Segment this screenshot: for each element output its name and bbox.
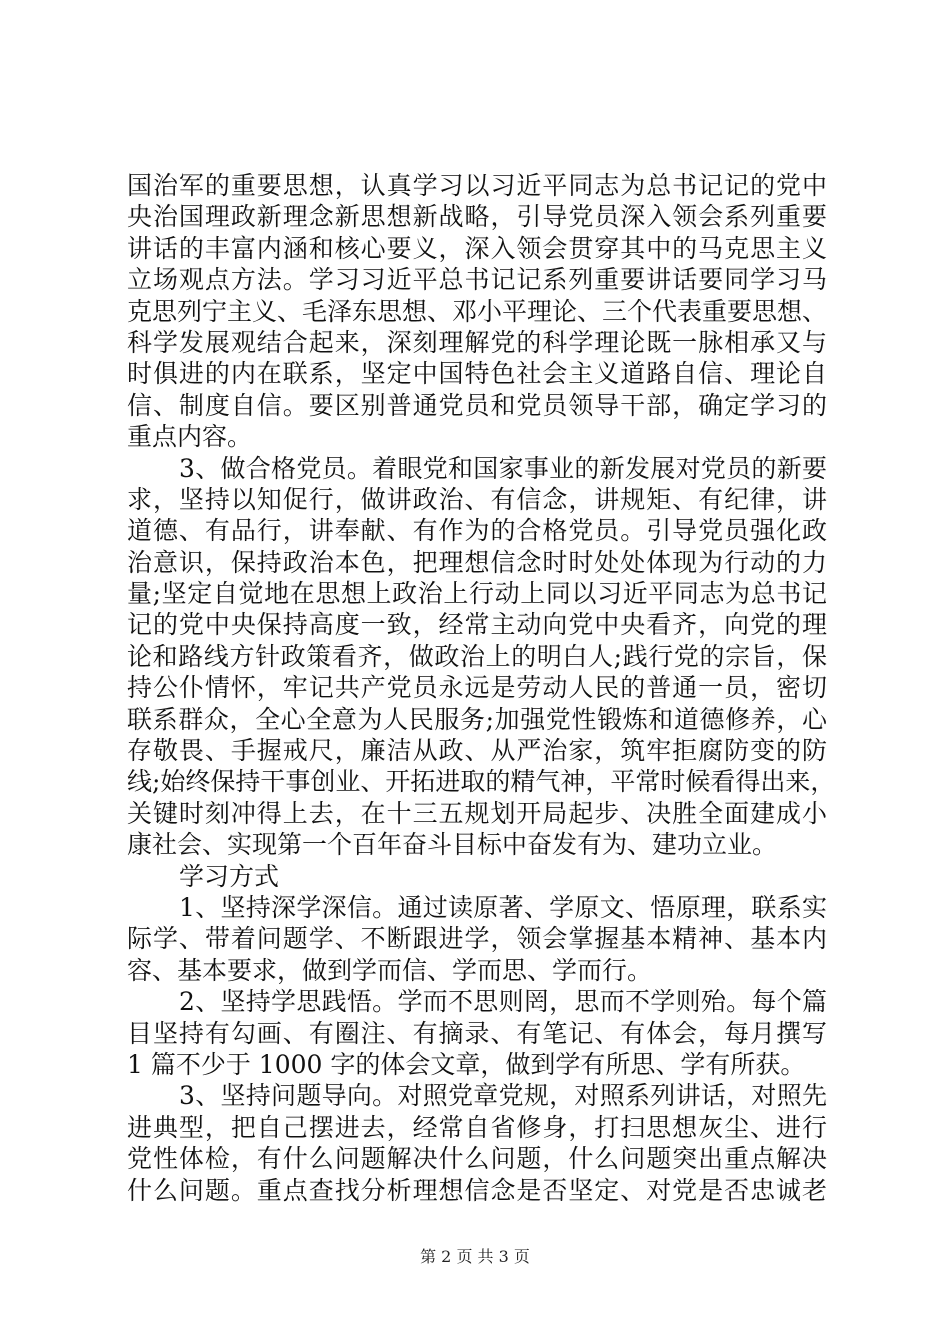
text-line: 克思列宁主义、毛泽东思想、邓小平理论、三个代表重要思想、 bbox=[127, 296, 828, 326]
text-line: 国治军的重要思想，认真学习以习近平同志为总书记记的党中 bbox=[127, 171, 827, 200]
text-line: 量;坚定自觉地在思想上政治上行动上同以习近平同志为总书记 bbox=[127, 579, 827, 609]
text-line: 央治国理政新理念新思想新战略，引导党员深入领会系列重要 bbox=[127, 202, 827, 232]
text-line: 联系群众，全心全意为人民服务;加强党性锻炼和道德修养，心 bbox=[127, 704, 827, 734]
text-line: 道德、有品行，讲奉献、有作为的合格党员。引导党员强化政 bbox=[127, 516, 827, 546]
text-line: 科学发展观结合起来，深刻理解党的科学理论既一脉相承又与 bbox=[127, 327, 827, 357]
text-line: 线;始终保持干事创业、开拓进取的精气神，平常时候看得出来， bbox=[127, 767, 836, 797]
text-line: 讲话的丰富内涵和核心要义，深入领会贯穿其中的马克思主义 bbox=[127, 233, 827, 263]
page-footer bbox=[0, 1244, 950, 1267]
text-line: 党性体检，有什么问题解决什么问题，什么问题突出重点解决 bbox=[127, 1144, 827, 1174]
text-line: 1 篇不少于 1000 字的体会文章，做到学有所思、学有所获。 bbox=[127, 1049, 806, 1079]
text-line: 什么问题。重点查找分析理想信念是否坚定、对党是否忠诚老 bbox=[127, 1175, 827, 1205]
text-line: 目坚持有勾画、有圈注、有摘录、有笔记、有体会，每月撰写 bbox=[127, 1018, 827, 1048]
text-line: 重点内容。 bbox=[127, 422, 253, 452]
text-line: 时俱进的内在联系，坚定中国特色社会主义道路自信、理论自 bbox=[127, 359, 827, 389]
text-line: 容、基本要求，做到学而信、学而思、学而行。 bbox=[127, 955, 653, 985]
text-line: 信、制度自信。要区别普通党员和党员领导干部，确定学习的 bbox=[127, 390, 827, 420]
text-line: 论和路线方针政策看齐，做政治上的明白人;践行党的宗旨，保 bbox=[127, 641, 827, 671]
text-line: 记的党中央保持高度一致，经常主动向党中央看齐，向党的理 bbox=[127, 610, 827, 640]
text-line: 学习方式 bbox=[179, 861, 280, 891]
text-line: 2、坚持学思践悟。学而不思则罔，思而不学则殆。每个篇 bbox=[179, 987, 827, 1017]
document-body bbox=[127, 170, 836, 1206]
text-line: 立场观点方法。学习习近平总书记记系列重要讲话要同学习马 bbox=[127, 265, 827, 295]
text-line: 3、坚持问题导向。对照党章党规，对照系列讲话，对照先 bbox=[179, 1081, 827, 1111]
text-line: 际学、带着问题学、不断跟进学，领会掌握基本精神、基本内 bbox=[127, 924, 827, 954]
text-line: 1、坚持深学深信。通过读原著、学原文、悟原理，联系实 bbox=[179, 892, 827, 922]
text-line: 治意识，保持政治本色，把理想信念时时处处体现为行动的力 bbox=[127, 547, 827, 577]
text-line: 关键时刻冲得上去，在十三五规划开局起步、决胜全面建成小 bbox=[127, 798, 827, 828]
text-line: 求，坚持以知促行，做讲政治、有信念，讲规矩、有纪律，讲 bbox=[127, 484, 827, 514]
text-line: 存敬畏、手握戒尺，廉洁从政、从严治家，筑牢拒腐防变的防 bbox=[127, 736, 827, 766]
text-line: 康社会、实现第一个百年奋斗目标中奋发有为、建功立业。 bbox=[127, 830, 778, 860]
text-line: 进典型，把自己摆进去，经常自省修身，打扫思想灰尘、进行 bbox=[127, 1112, 827, 1142]
text-line: 3、做合格党员。着眼党和国家事业的新发展对党员的新要 bbox=[179, 453, 827, 483]
page-number-label: 第 2 页 共 3 页 bbox=[420, 1247, 530, 1266]
text-line: 持公仆情怀，牢记共产党员永远是劳动人民的普通一员，密切 bbox=[127, 673, 827, 703]
